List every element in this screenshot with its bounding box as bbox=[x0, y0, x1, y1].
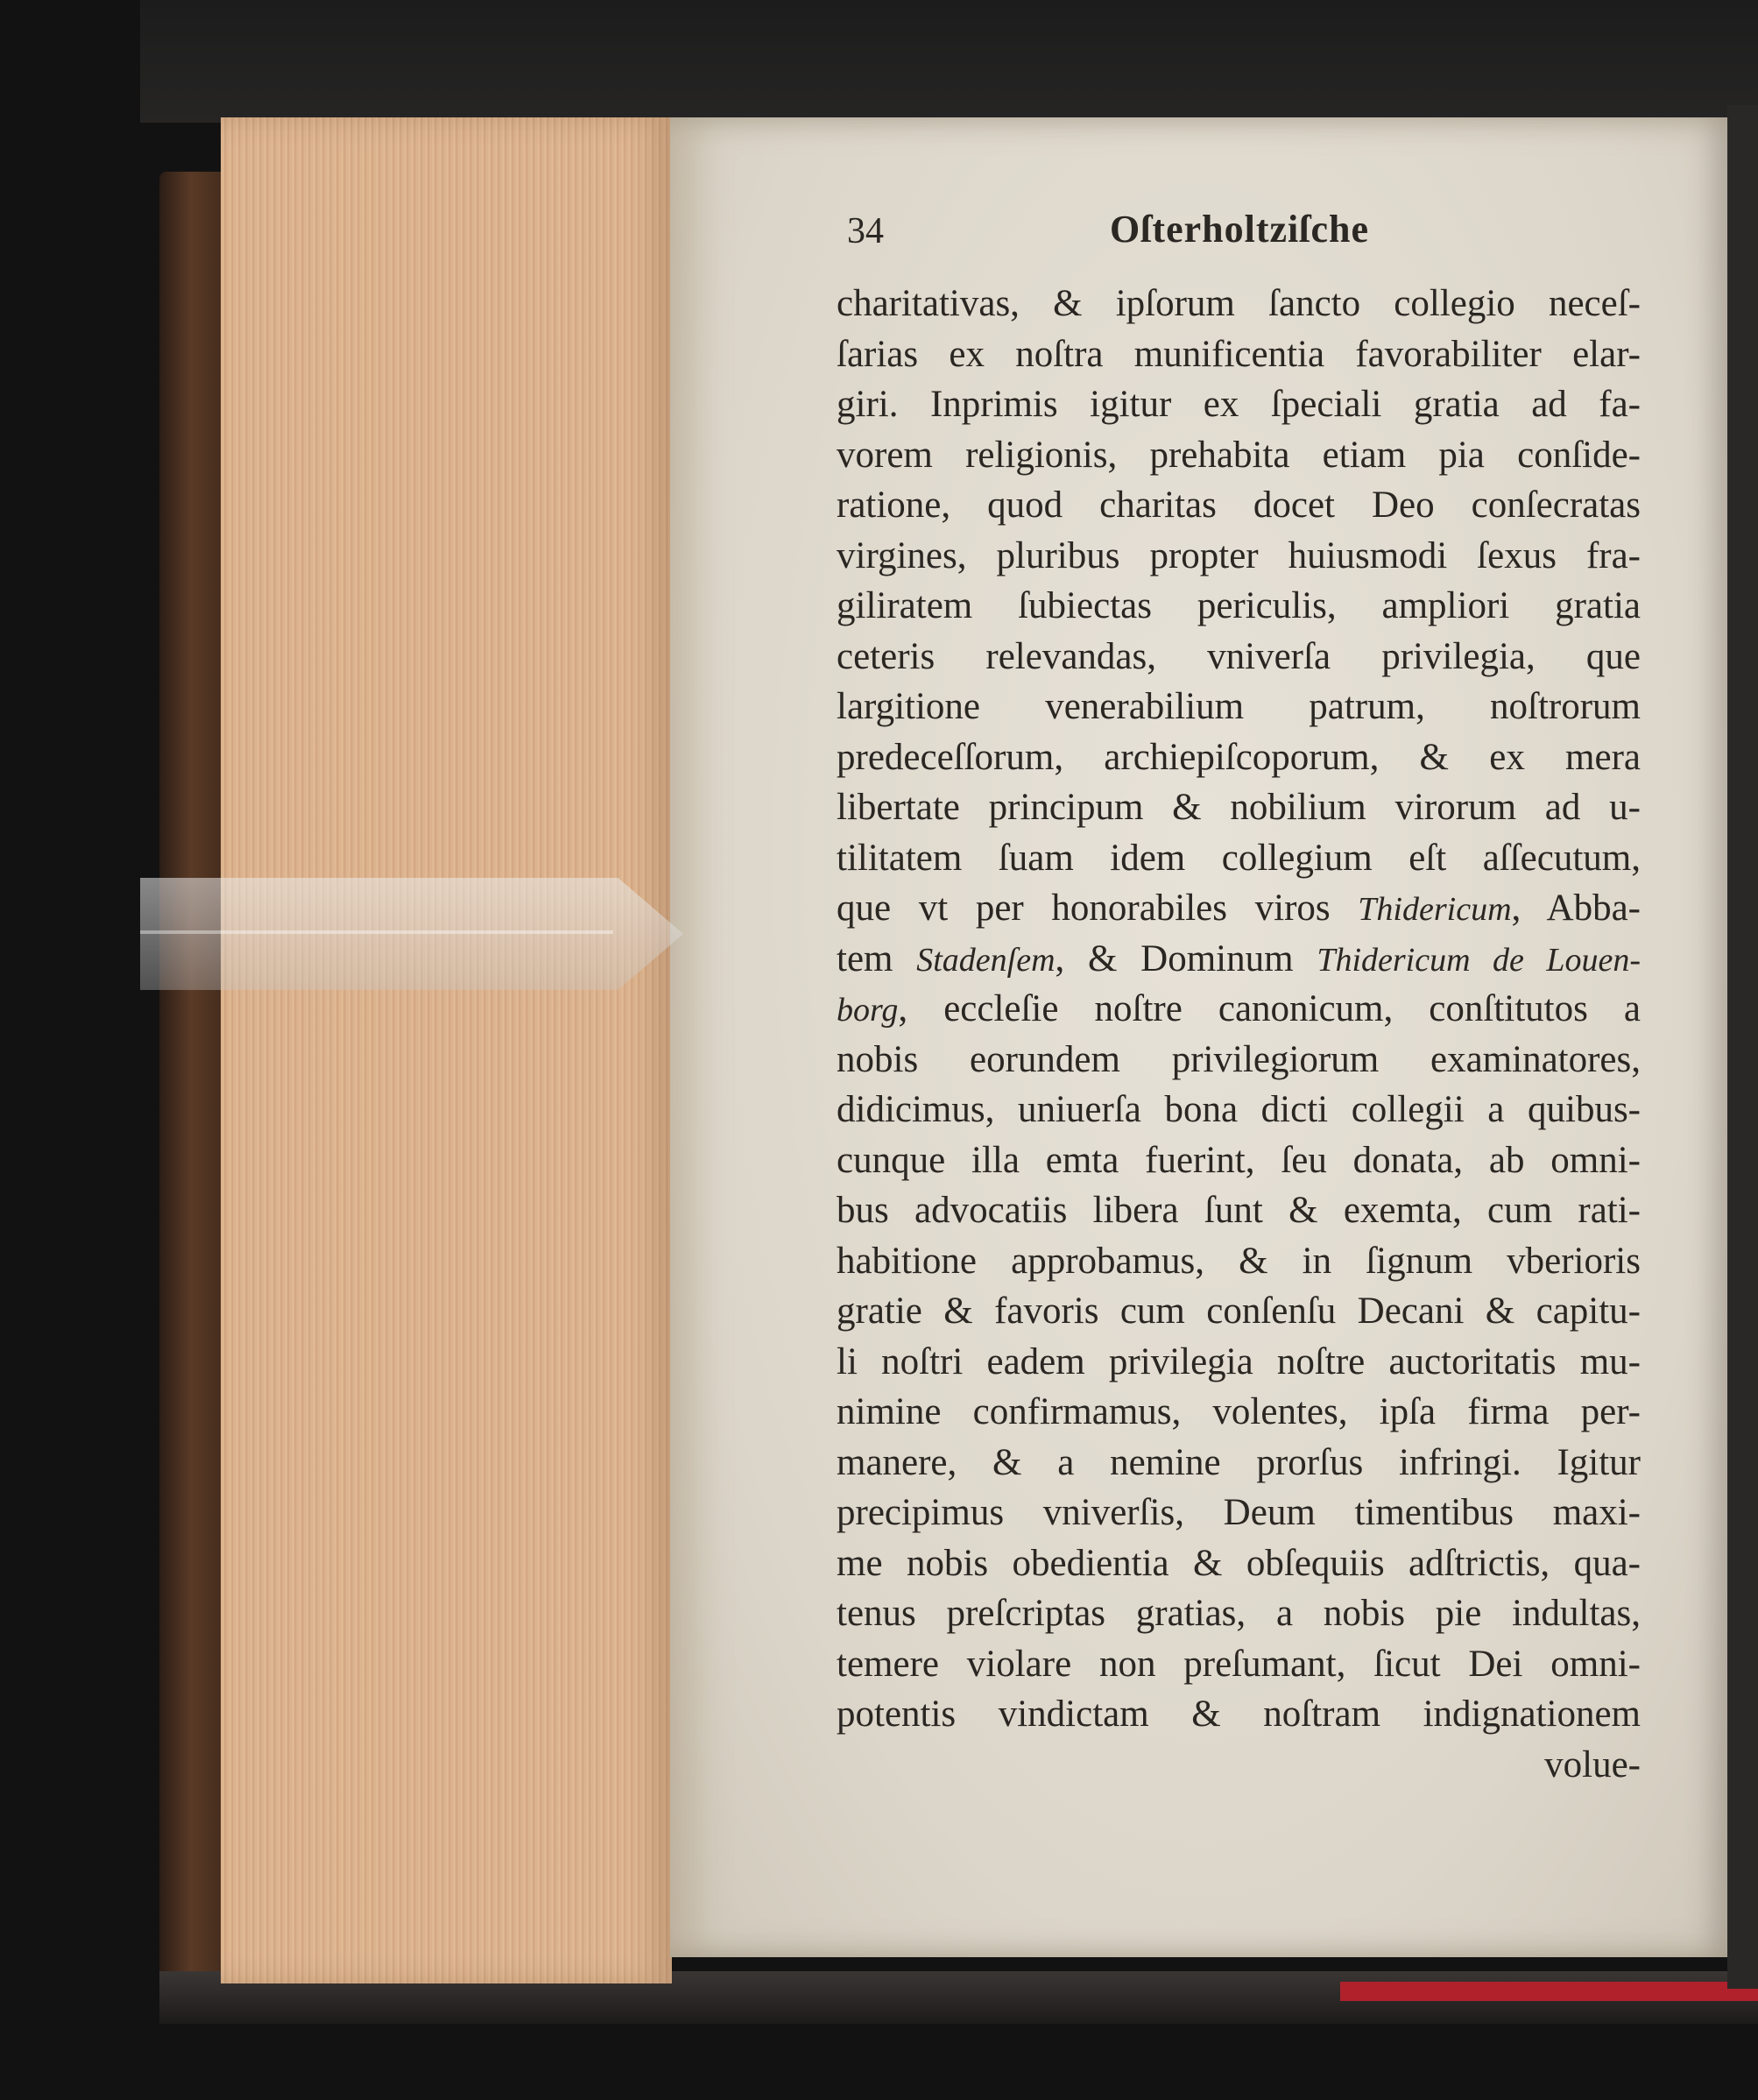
text-segment: ceteris relevandas, vniverſa privilegia, que bbox=[837, 635, 1641, 677]
text-segment: precipimus vniverſis, Deum timentibus maxi- bbox=[837, 1492, 1641, 1533]
running-head: Oſterholtziſche bbox=[1109, 208, 1369, 251]
clip-highlight bbox=[140, 930, 613, 934]
transparent-page-clip bbox=[140, 878, 683, 990]
text-segment: temere violare non preſumant, ſicut Dei omni- bbox=[837, 1643, 1641, 1685]
text-segment: ſarias ex noſtra munificentia favorabiliter elar- bbox=[837, 333, 1641, 375]
text-line bbox=[837, 480, 1641, 531]
italic-name: Thidericum bbox=[1358, 891, 1512, 928]
italic-name: Thidericum de Louen- bbox=[1317, 941, 1642, 979]
scan-background-right bbox=[1727, 105, 1758, 1989]
text-segment: tenus preſcriptas gratias, a nobis pie indultas, bbox=[837, 1593, 1641, 1634]
text-segment: habitione approbamus, & in ſignum vberioris bbox=[837, 1240, 1641, 1282]
text-line bbox=[837, 1588, 1641, 1639]
text-segment: nobis eorundem privilegiorum examinatores, bbox=[837, 1038, 1641, 1080]
text-line bbox=[837, 833, 1641, 884]
text-segment: bus advocatiis libera ſunt & exemta, cum rati- bbox=[837, 1190, 1641, 1231]
text-segment: li noſtri eadem privilegia noſtre auctoritatis mu- bbox=[837, 1340, 1641, 1382]
page-block-fore-edge bbox=[221, 117, 672, 1983]
text-line bbox=[837, 782, 1641, 833]
italic-name: Stadenſem bbox=[916, 941, 1056, 979]
text-line bbox=[837, 329, 1641, 380]
text-line bbox=[837, 531, 1641, 582]
text-segment: giliratem ſubiectas periculis, ampliori gratia bbox=[837, 585, 1641, 626]
text-line bbox=[837, 1538, 1641, 1589]
text-segment: manere, & a nemine prorſus infringi. Igitur bbox=[837, 1441, 1641, 1483]
text-line bbox=[837, 682, 1641, 732]
text-line bbox=[837, 883, 1641, 934]
text-line bbox=[837, 1185, 1641, 1236]
text-line bbox=[837, 1286, 1641, 1337]
scan-background-top bbox=[140, 0, 1758, 123]
text-line bbox=[837, 1085, 1641, 1135]
body-text bbox=[837, 279, 1641, 1740]
text-segment: predeceſſorum, archiepiſcoporum, & ex mera bbox=[837, 736, 1641, 778]
text-line bbox=[837, 1438, 1641, 1488]
text-line bbox=[837, 1689, 1641, 1740]
text-segment: charitativas, & ipſorum ſancto collegio neceſ- bbox=[837, 283, 1641, 324]
text-line bbox=[837, 1639, 1641, 1690]
text-segment: ratione, quod charitas docet Deo conſecratas bbox=[837, 484, 1641, 526]
text-line bbox=[837, 632, 1641, 682]
catchword: volue- bbox=[1544, 1744, 1641, 1785]
text-segment: libertate principum & nobilium virorum ad u- bbox=[837, 787, 1641, 828]
text-segment: vorem religionis, prehabita etiam pia conſide- bbox=[837, 434, 1641, 476]
text-segment: nimine confirmamus, volentes, ipſa firma per- bbox=[837, 1391, 1641, 1432]
page-number: 34 bbox=[847, 211, 884, 251]
text-segment: virgines, pluribus propter huiusmodi ſexus fra- bbox=[837, 534, 1641, 576]
text-line bbox=[837, 379, 1641, 430]
text-segment: potentis vindictam & noſtram indignationem bbox=[837, 1693, 1641, 1735]
text-line bbox=[837, 1135, 1641, 1186]
text-segment: , Abba- bbox=[1511, 887, 1641, 929]
text-line bbox=[837, 934, 1641, 985]
text-segment: cunque illa emta fuerint, ſeu donata, ab omni- bbox=[837, 1139, 1641, 1181]
text-line bbox=[837, 984, 1641, 1035]
text-line bbox=[837, 732, 1641, 783]
page-header bbox=[837, 210, 1642, 263]
text-segment: , & Dominum bbox=[1055, 937, 1317, 979]
text-line bbox=[837, 430, 1641, 481]
text-segment: largitione venerabilium patrum, noſtrorum bbox=[837, 686, 1641, 727]
text-segment: giri. Inprimis igitur ex ſpeciali gratia ad fa- bbox=[837, 384, 1641, 425]
text-segment: , eccleſie noſtre canonicum, conſtitutos a bbox=[898, 988, 1641, 1029]
text-line bbox=[837, 279, 1641, 329]
text-line bbox=[837, 1488, 1641, 1538]
text-line bbox=[837, 1337, 1641, 1388]
text-segment: me nobis obedientia & obſequiis adſtrictis, qua- bbox=[837, 1542, 1641, 1584]
text-line bbox=[837, 1236, 1641, 1287]
italic-name: borg bbox=[837, 992, 899, 1029]
text-segment: tem bbox=[837, 937, 917, 979]
text-segment: tilitatem ſuam idem collegium eſt aſſecutum, bbox=[837, 837, 1641, 879]
text-segment: didicimus, uniuerſa bona dicti collegii a quibus- bbox=[837, 1089, 1641, 1130]
text-line bbox=[837, 581, 1641, 632]
text-line bbox=[837, 1387, 1641, 1438]
text-segment: gratie & favoris cum conſenſu Decani & capitu- bbox=[837, 1290, 1641, 1332]
text-line bbox=[837, 1035, 1641, 1085]
red-page-edge bbox=[1340, 1982, 1758, 2001]
text-segment: que vt per honorabiles viros bbox=[837, 887, 1359, 929]
